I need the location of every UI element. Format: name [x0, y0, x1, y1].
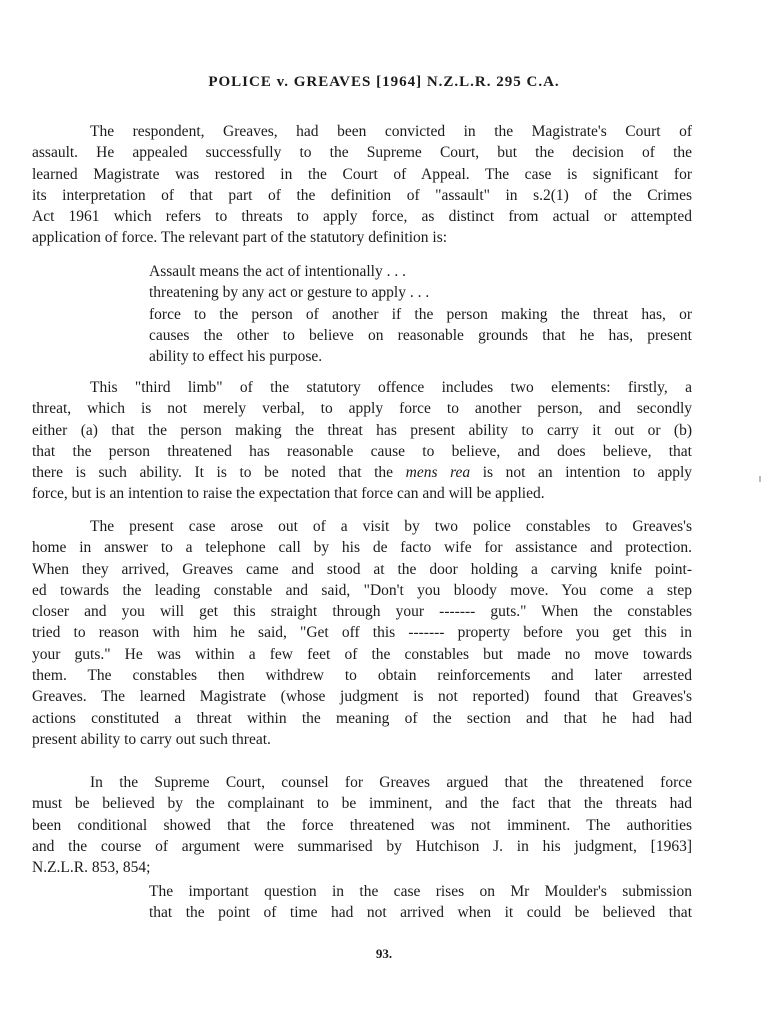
quote-line: causes the other to believe on reasonable grounds that he has, present — [149, 326, 692, 344]
judgment-quote — [149, 881, 692, 924]
text-line: closer and you will get this straight through your ------- guts." When the constables — [32, 603, 692, 621]
text-line: This "third limb" of the statutory offence includes two elements: firstly, a — [90, 379, 692, 396]
text-line: When they arrived, Greaves came and stood at the door holding a carving knife point- — [32, 560, 692, 578]
text-line: there is such ability. It is to be noted that the mens rea is not an intention to apply — [32, 464, 692, 482]
text-line: them. The constables then withdrew to obtain reinforcements and later arrested — [32, 667, 692, 685]
case-title: POLICE v. GREAVES [1964] N.Z.L.R. 295 C.A. — [208, 74, 560, 90]
text-line: force, but is an intention to raise the expectation that force can and will be applied. — [32, 485, 545, 503]
paragraph-intro — [32, 121, 692, 249]
quote-line: that the point of time had not arrived when it could be believed that — [149, 904, 692, 922]
text-line: learned Magistrate was restored in the Court of Appeal. The case is significant for — [32, 165, 692, 183]
text-line: either (a) that the person making the threat has present ability to carry it out or (b) — [32, 421, 692, 439]
text-line: tried to reason with him he said, "Get off this ------- property before you get this in — [32, 624, 692, 642]
text-line: your guts." He was within a few feet of the constables but made no move towards — [32, 645, 692, 663]
quote-line: threatening by any act or gesture to apply . . . — [149, 284, 430, 302]
text-line: N.Z.L.R. 853, 854; — [32, 859, 151, 877]
quote-line: ability to effect his purpose. — [149, 348, 323, 366]
paragraph-facts — [32, 516, 692, 750]
text-line: The respondent, Greaves, had been convicted in the Magistrate's Court of — [90, 123, 692, 140]
text-line: threat, which is not merely verbal, to apply force to another person, and secondly — [32, 400, 692, 418]
paragraph-third-limb — [32, 377, 692, 505]
quote-line: Assault means the act of intentionally . . . — [149, 263, 406, 280]
text-line: present ability to carry out such threat. — [32, 730, 271, 748]
quote-line: force to the person of another if the person making the threat has, or — [149, 305, 692, 323]
statutory-definition-quote — [149, 261, 692, 367]
text-line: home in answer to a telephone call by his de facto wife for assistance and protection. — [32, 539, 692, 557]
text-line: been conditional showed that the force threatened was not imminent. The authorities — [32, 816, 692, 834]
text-line: The present case arose out of a visit by two police constables to Greaves's — [90, 518, 692, 535]
text-line: actions constituted a threat within the meaning of the section and that he had had — [32, 709, 692, 727]
mens-rea-term: mens rea — [405, 464, 471, 482]
text-line: assault. He appealed successfully to the Supreme Court, but the decision of the — [32, 144, 692, 162]
page-number: 93. — [375, 946, 393, 961]
text-line: Act 1961 which refers to threats to apply force, as distinct from actual or attempted — [32, 208, 692, 226]
scan-speck — [759, 476, 761, 482]
text-line: application of force. The relevant part of the statutory definition is: — [32, 229, 448, 247]
text-line: and the course of argument were summarised by Hutchison J. in his judgment, [1963] — [32, 837, 692, 855]
text-line: its interpretation of that part of the definition of "assault" in s.2(1) of the Crimes — [32, 186, 692, 204]
text-line: must be believed by the complainant to be imminent, and the fact that the threats had — [32, 795, 692, 813]
text-line: Greaves. The learned Magistrate (whose judgment is not reported) found that Greaves's — [32, 688, 692, 706]
text-line: that the person threatened has reasonable cause to believe, and does believe, that — [32, 442, 692, 460]
text-line: In the Supreme Court, counsel for Greaves argued that the threatened force — [90, 774, 692, 791]
text-line: ed towards the leading constable and said, "Don't you bloody move. You come a step — [32, 581, 692, 599]
paragraph-supreme-court — [32, 772, 692, 878]
quote-line: The important question in the case rises on Mr Moulder's submission — [149, 883, 692, 900]
